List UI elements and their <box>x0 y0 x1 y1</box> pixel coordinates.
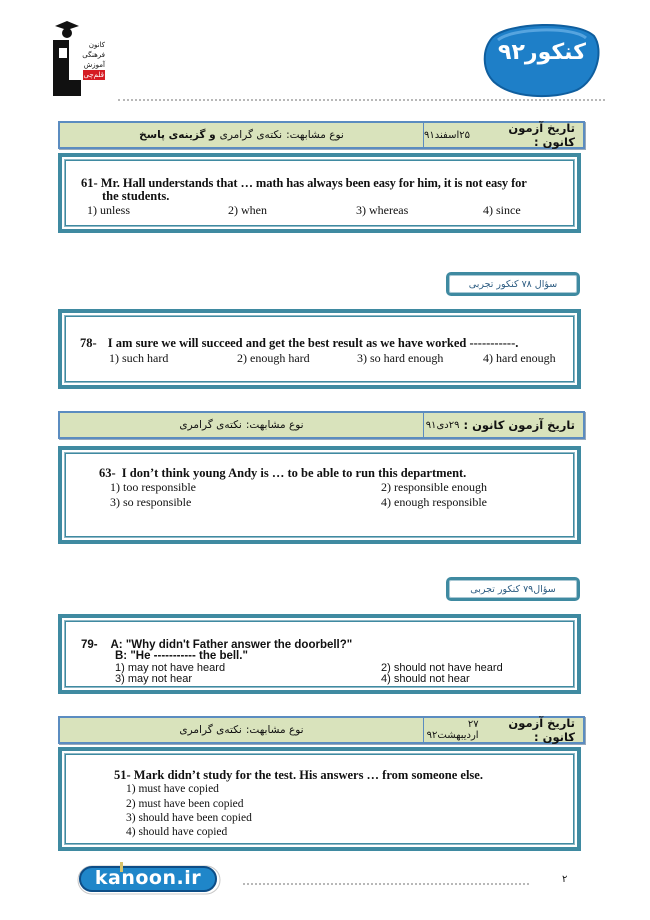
option-4[interactable]: 4) should not hear <box>381 673 470 685</box>
question-number: 79- <box>81 639 98 651</box>
option-4[interactable]: 4) enough responsible <box>381 495 487 509</box>
option-2[interactable]: 2) should not have heard <box>381 662 503 674</box>
exam-date <box>423 413 583 437</box>
footer-divider <box>243 883 529 885</box>
logo-line: فرهنگی <box>82 51 105 59</box>
logo-text: کنکور۹۲ <box>498 40 586 65</box>
option-2[interactable]: 2) enough hard <box>237 351 310 365</box>
option-4[interactable]: 4) should have copied <box>126 826 228 838</box>
question-stem-cont: the students. <box>102 189 170 203</box>
similarity-type <box>60 413 423 437</box>
option-1[interactable]: 1) unless <box>87 203 130 217</box>
question-box <box>58 614 581 694</box>
similarity-type <box>60 718 423 742</box>
exam-date-label: تاریخ آزمون کانون : <box>508 121 575 149</box>
question-number: 61- <box>81 176 98 190</box>
option-1[interactable]: 1) must have copied <box>126 783 219 795</box>
question-stem: I don’t think young Andy is … to be able to run this department. <box>121 466 467 480</box>
option-1[interactable]: 1) too responsible <box>110 480 196 494</box>
logo-line: قلم‌چی <box>83 71 104 79</box>
similarity-type-label: نوع مشابهت: <box>286 129 344 141</box>
kanoon-ir-text: kanoon.ir <box>94 867 202 889</box>
kanoon-graduate-logo <box>45 18 105 98</box>
similarity-type-label: نوع مشابهت: <box>245 419 304 431</box>
option-2[interactable]: 2) must have been copied <box>126 798 244 810</box>
exam-date <box>423 718 583 742</box>
exam-date-label: تاریخ آزمون کانون : <box>508 716 575 744</box>
question-number: 51- <box>114 768 131 782</box>
option-3[interactable]: 3) may not hear <box>115 673 193 685</box>
option-1[interactable]: 1) may not have heard <box>115 662 226 674</box>
question-stem: A: "Why didn't Father answer the doorbell?" <box>110 639 353 651</box>
konkur-92-logo <box>482 20 600 98</box>
konkur-source-tag: سؤال ۷۸ کنکور تجربی <box>446 272 580 296</box>
question-box <box>58 153 581 233</box>
logo-line: آموزش <box>83 61 105 69</box>
exam-date-value: ۲۷ اردیبهشت۹۲ <box>426 719 479 741</box>
question-box <box>58 747 581 851</box>
exam-date-value: ۲۵اسفند۹۱ <box>424 129 470 141</box>
exam-date-value: ۲۹دی۹۱ <box>425 419 460 431</box>
exam-date-label: تاریخ آزمون کانون : <box>463 418 575 432</box>
question-stem-cont: B: "He ----------- the bell." <box>115 650 248 662</box>
similarity-type-value: نکته‌ی گرامری <box>179 419 242 431</box>
konkur-source-tag: سؤال۷۹ کنکور تجربی <box>446 577 580 601</box>
exam-date <box>423 123 583 147</box>
header-divider <box>118 99 605 101</box>
exam-info-bar <box>58 411 585 439</box>
option-2[interactable]: 2) when <box>228 203 267 217</box>
question-stem: Mr. Hall understands that … math has always been easy for him, it is not easy for <box>100 176 527 190</box>
question-number: 63- <box>99 466 116 480</box>
option-1[interactable]: 1) such hard <box>109 351 169 365</box>
similarity-type <box>60 123 423 147</box>
similarity-type-label: نوع مشابهت: <box>245 724 304 736</box>
question-stem: I am sure we will succeed and get the best result as we have worked -----------. <box>107 336 519 350</box>
question-box <box>58 309 581 389</box>
similarity-type-extra: و گزینه‌ی پاسخ <box>139 129 216 141</box>
page-number: ۲ <box>562 874 568 885</box>
question-stem: Mark didn’t study for the test. His answers … from someone else. <box>133 768 483 782</box>
option-3[interactable]: 3) so responsible <box>110 495 192 509</box>
exam-info-bar <box>58 121 585 149</box>
option-3[interactable]: 3) whereas <box>356 203 409 217</box>
option-4[interactable]: 4) hard enough <box>483 351 556 365</box>
option-2[interactable]: 2) responsible enough <box>381 480 487 494</box>
similarity-type-value: نکته‌ی گرامری <box>179 724 242 736</box>
question-number: 78- <box>80 336 97 350</box>
logo-line: کانون <box>88 41 105 49</box>
option-4[interactable]: 4) since <box>483 203 521 217</box>
option-3[interactable]: 3) so hard enough <box>357 351 444 365</box>
option-3[interactable]: 3) should have been copied <box>126 812 252 824</box>
exam-info-bar <box>58 716 585 744</box>
kanoon-ir-logo[interactable] <box>76 862 224 898</box>
similarity-type-value: نکته‌ی گرامری <box>219 129 283 141</box>
question-box <box>58 446 581 544</box>
